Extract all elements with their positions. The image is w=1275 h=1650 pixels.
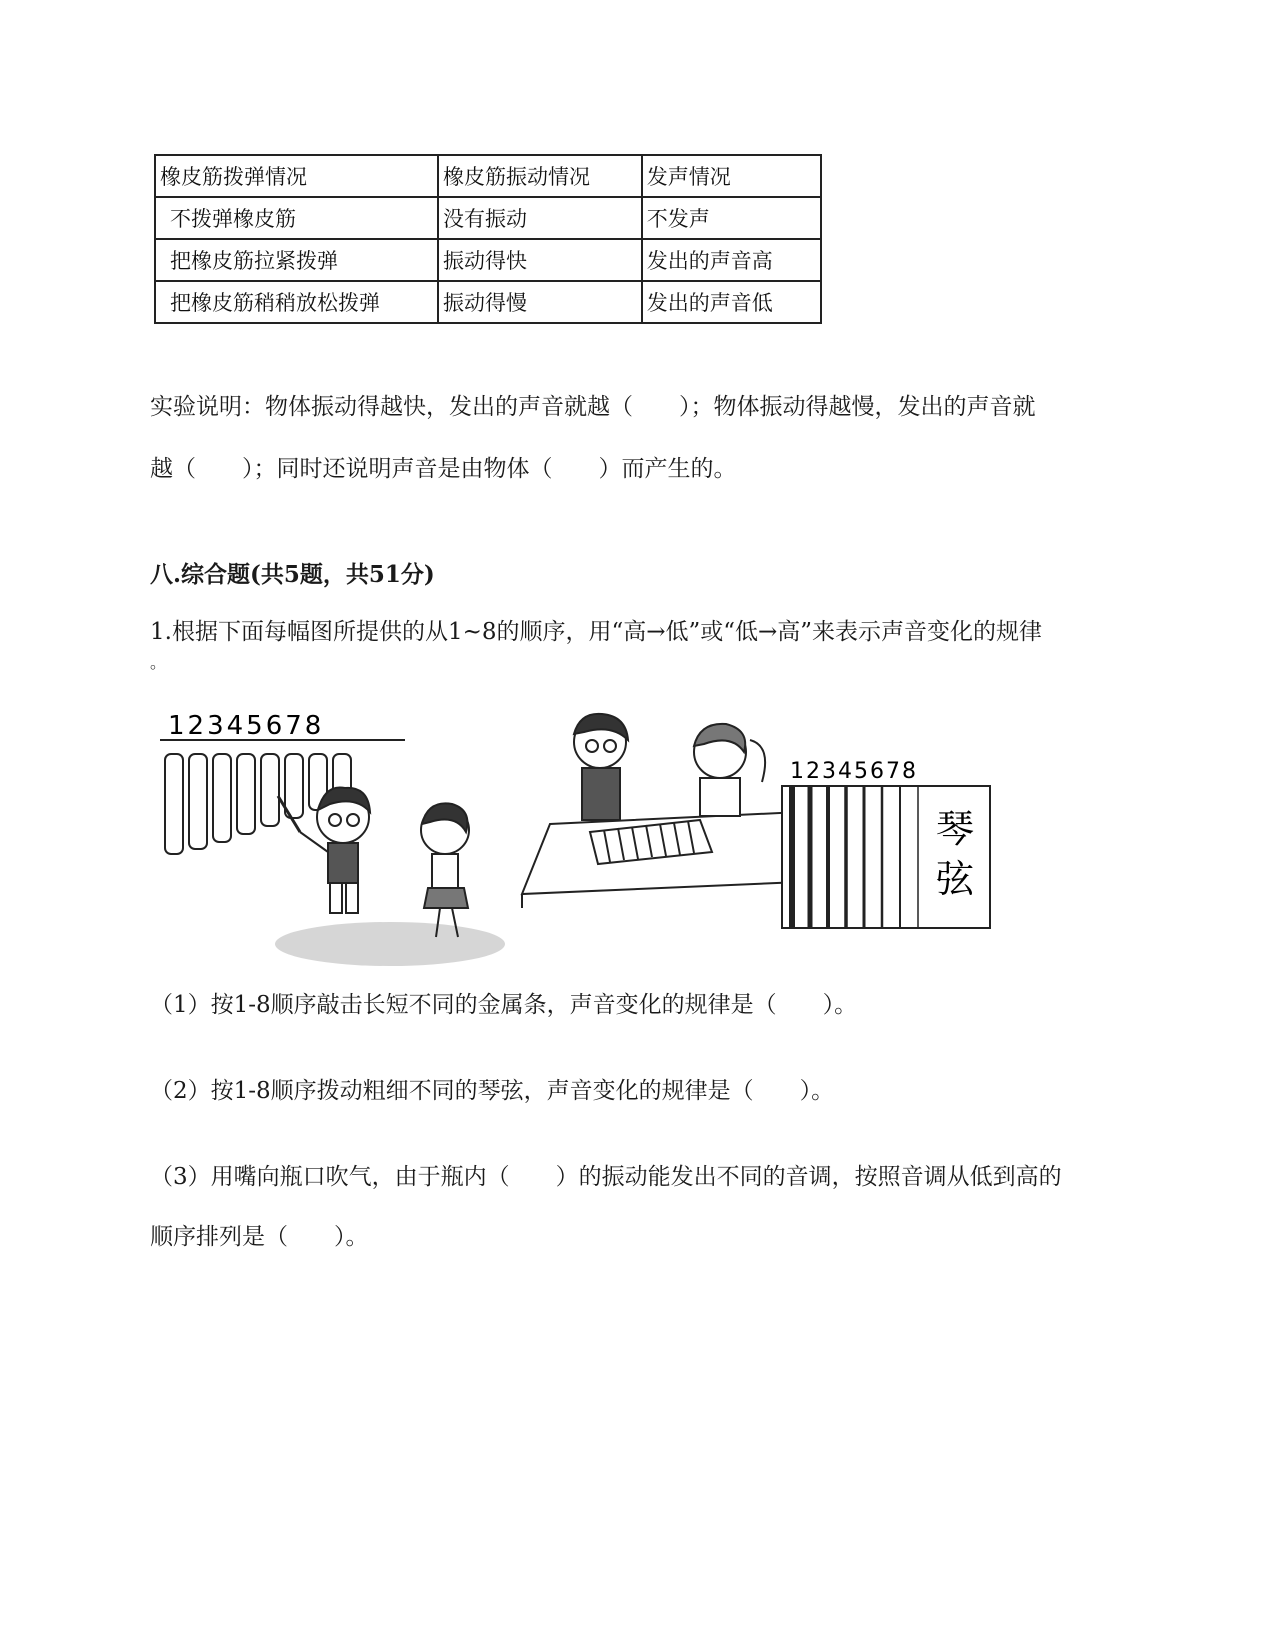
experiment-note-line1: 实验说明：物体振动得越快，发出的声音就越（ ）；物体振动得越慢，发出的声音就 bbox=[150, 394, 1036, 420]
sound-illustration bbox=[160, 712, 1040, 974]
question1-sub3-line1: （3）用嘴向瓶口吹气，由于瓶内（ ）的振动能发出不同的音调，按照音调从低到高的 bbox=[150, 1164, 1062, 1190]
table-header-cell: 橡皮筋拨弹情况 bbox=[155, 155, 438, 197]
girl-figure bbox=[421, 803, 469, 937]
question1-sub1: （1）按1-8顺序敲击长短不同的金属条，声音变化的规律是（ ）。 bbox=[150, 992, 858, 1018]
boy2-figure bbox=[574, 714, 628, 820]
question1-stem: 1.根据下面每幅图所提供的从1~8的顺序，用“高→低”或“低→高”来表示声音变化的规律 bbox=[150, 619, 1043, 645]
table-row bbox=[155, 239, 821, 281]
section-title: 八.综合题(共5题，共51分) bbox=[150, 561, 435, 588]
table-cell: 振动得慢 bbox=[438, 281, 642, 323]
string-label-xian: 弦 bbox=[936, 857, 975, 901]
table-header-row bbox=[155, 155, 821, 197]
question1-sub2: （2）按1-8顺序拨动粗细不同的琴弦，声音变化的规律是（ ）。 bbox=[150, 1078, 835, 1104]
girl2-figure bbox=[694, 724, 765, 816]
table-row bbox=[155, 281, 821, 323]
table-cell: 发出的声音低 bbox=[642, 281, 821, 323]
table-header-cell: 橡皮筋振动情况 bbox=[438, 155, 642, 197]
question1-sub3-line2: 顺序排列是（ ）。 bbox=[150, 1224, 369, 1250]
string-numbers: 12345678 bbox=[790, 759, 918, 784]
table-cell: 不发声 bbox=[642, 197, 821, 239]
experiment-note-line2: 越（ ）；同时还说明声音是由物体（ ）而产生的。 bbox=[150, 456, 737, 482]
table-cell: 把橡皮筋拉紧拨弹 bbox=[155, 239, 438, 281]
rubber-band-table bbox=[154, 154, 822, 324]
question1-stem-tail: 。 bbox=[150, 653, 167, 672]
table-header-cell: 发声情况 bbox=[642, 155, 821, 197]
table-cell: 不拨弹橡皮筋 bbox=[155, 197, 438, 239]
bar-numbers: 12345678 bbox=[168, 712, 325, 741]
table-cell: 发出的声音高 bbox=[642, 239, 821, 281]
table-cell: 振动得快 bbox=[438, 239, 642, 281]
string-label-qin: 琴 bbox=[936, 807, 975, 851]
table-cell: 把橡皮筋稍稍放松拨弹 bbox=[155, 281, 438, 323]
table-cell: 没有振动 bbox=[438, 197, 642, 239]
ground-shadow bbox=[275, 922, 505, 966]
table-row bbox=[155, 197, 821, 239]
